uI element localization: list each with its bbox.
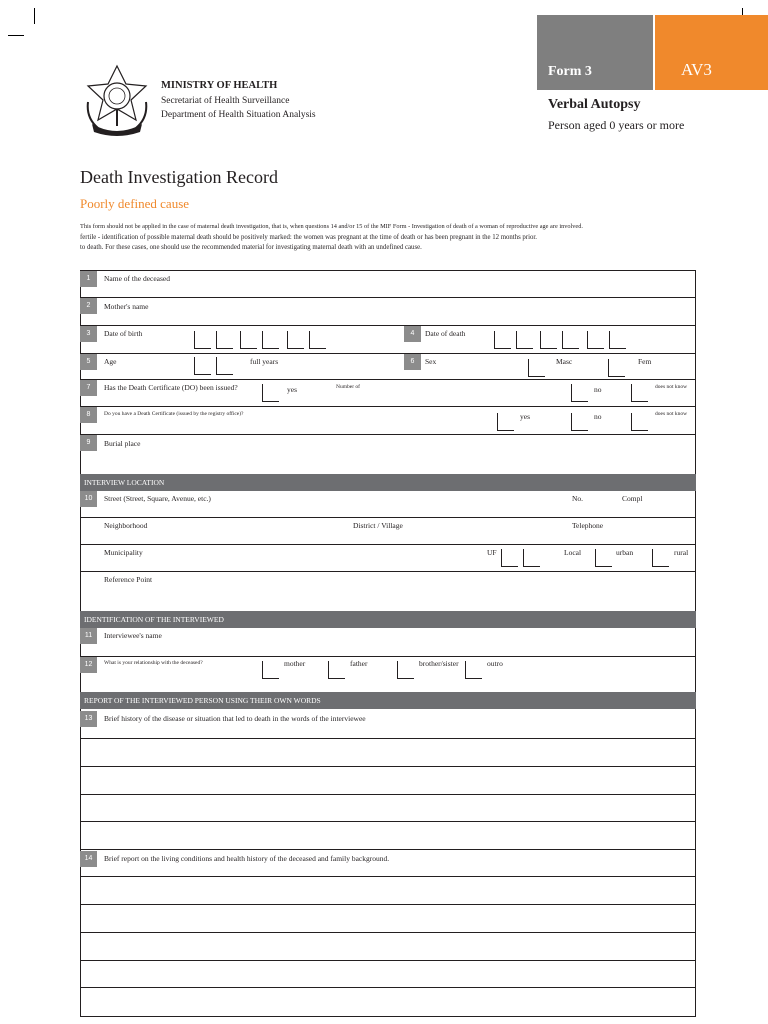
neighborhood-label: Neighborhood: [104, 521, 148, 530]
relationship-other-label: outro: [487, 659, 503, 668]
date-of-death-digit[interactable]: [587, 331, 604, 349]
death-certificate-no-checkbox[interactable]: [571, 384, 588, 402]
registry-certificate-dk-checkbox[interactable]: [631, 413, 648, 431]
date-of-birth-digit[interactable]: [216, 331, 233, 349]
relationship-sibling-checkbox[interactable]: [397, 661, 414, 679]
age-label: Age: [104, 357, 117, 366]
registry-certificate-yes-label: yes: [520, 412, 530, 421]
disease-history-field[interactable]: [82, 726, 694, 846]
form-subtitle: Person aged 0 years or more: [548, 118, 685, 132]
registry-certificate-no-label: no: [594, 412, 602, 421]
form-label: Form 3: [548, 64, 592, 79]
death-certificate-yes-checkbox[interactable]: [262, 384, 279, 402]
question-number: 11: [80, 628, 97, 644]
question-number: 14: [80, 851, 97, 867]
mother-name-field[interactable]: [100, 310, 690, 322]
section-report: REPORT OF THE INTERVIEWED PERSON USING THEIR OWN WORDS: [80, 692, 696, 709]
question-number: 7: [80, 380, 97, 396]
mother-name-label: Mother's name: [104, 302, 149, 311]
crop-mark: [34, 8, 35, 24]
question-number: 4: [404, 326, 421, 342]
sex-masc-label: Masc: [556, 357, 573, 366]
row-divider: [80, 406, 696, 407]
burial-place-label: Burial place: [104, 439, 141, 448]
form-code-box: [655, 15, 768, 90]
registry-certificate-no-checkbox[interactable]: [571, 413, 588, 431]
row-divider: [80, 325, 696, 326]
date-of-death-digit[interactable]: [609, 331, 626, 349]
relationship-other-checkbox[interactable]: [465, 661, 482, 679]
street-number-label: No.: [572, 494, 584, 503]
coat-of-arms-emblem: [80, 62, 154, 138]
date-of-birth-digit[interactable]: [240, 331, 257, 349]
row-divider: [80, 297, 696, 298]
rural-label: rural: [674, 548, 689, 557]
page-subtitle: Poorly defined cause: [80, 196, 190, 211]
form-number-box: [537, 15, 653, 90]
question-number: 1: [80, 271, 97, 287]
living-conditions-field[interactable]: [82, 866, 694, 1014]
row-divider: [80, 517, 696, 518]
date-of-birth-label: Date of birth: [104, 329, 143, 338]
interviewee-name-label: Interviewee's name: [104, 631, 162, 640]
relationship-father-checkbox[interactable]: [328, 661, 345, 679]
date-of-birth-digit[interactable]: [194, 331, 211, 349]
urban-label: urban: [616, 548, 634, 557]
date-of-birth-digit[interactable]: [287, 331, 304, 349]
registry-certificate-label: Do you have a Death Certificate (issued by the registry office)?: [104, 411, 244, 417]
crop-mark: [8, 35, 24, 36]
date-of-death-digit[interactable]: [540, 331, 557, 349]
death-certificate-yes-label: yes: [287, 385, 297, 394]
ministry-department: Department of Health Situation Analysis: [161, 110, 316, 120]
intro-line-3: to death. For these cases, one should use the recommended material for investigating maternal death with an undefined cause.: [80, 244, 422, 251]
uf-letter[interactable]: [523, 549, 540, 567]
question-number: 8: [80, 407, 97, 423]
ministry-name: MINISTRY OF HEALTH: [161, 80, 278, 91]
question-number: 6: [404, 354, 421, 370]
question-number: 9: [80, 435, 97, 451]
page-title: Death Investigation Record: [80, 167, 278, 187]
death-certificate-label: Has the Death Certificate (DO) been issued?: [104, 383, 238, 392]
question-number: 10: [80, 491, 97, 507]
deceased-name-field[interactable]: [100, 283, 690, 295]
rural-checkbox[interactable]: [652, 549, 669, 567]
section-identification: IDENTIFICATION OF THE INTERVIEWED: [80, 611, 696, 628]
writing-line: [80, 849, 696, 850]
death-certificate-dk-label: does not know: [655, 384, 688, 390]
question-number: 13: [80, 711, 97, 727]
question-number: 12: [80, 657, 97, 673]
row-divider: [80, 434, 696, 435]
death-certificate-number-label: Number of: [336, 384, 360, 390]
row-divider: [80, 379, 696, 380]
local-label: Local: [564, 548, 582, 557]
question-number: 2: [80, 298, 97, 314]
intro-line-2: fertile - identification of possible maternal death should be positively marked: the women was pregnant at the time of death or has been pregnant in the 12 months prior.: [80, 234, 537, 241]
uf-letter[interactable]: [501, 549, 518, 567]
complement-label: Compl: [622, 494, 643, 503]
form-title: Verbal Autopsy: [548, 97, 641, 112]
date-of-death-label: Date of death: [425, 329, 466, 338]
ministry-secretariat: Secretariat of Health Surveillance: [161, 96, 290, 106]
deceased-name-label: Name of the deceased: [104, 274, 171, 283]
relationship-father-label: father: [350, 659, 368, 668]
sex-masc-checkbox[interactable]: [528, 359, 545, 377]
death-certificate-dk-checkbox[interactable]: [631, 384, 648, 402]
question-number: 5: [80, 354, 97, 370]
section-interview-location: INTERVIEW LOCATION: [80, 474, 696, 491]
reference-point-label: Reference Point: [104, 575, 153, 584]
intro-line-1: This form should not be applied in the case of maternal death investigation, that is, when questions 14 and/or 15 of the MIF Form - Investigation of death of a woman of reproductive age are involved.: [80, 223, 583, 230]
sex-label: Sex: [425, 357, 437, 366]
date-of-death-digit[interactable]: [516, 331, 533, 349]
age-digit[interactable]: [194, 357, 211, 375]
registry-certificate-dk-label: does not know: [655, 411, 688, 417]
row-divider: [80, 544, 696, 545]
registry-certificate-yes-checkbox[interactable]: [497, 413, 514, 431]
question-number: 3: [80, 326, 97, 342]
interviewee-name-field[interactable]: [100, 641, 690, 653]
form-code: AV3: [681, 60, 712, 79]
date-of-birth-digit[interactable]: [262, 331, 279, 349]
district-label: District / Village: [353, 521, 403, 530]
relationship-label: What is your relationship with the deceased?: [104, 660, 203, 666]
date-of-death-digit[interactable]: [494, 331, 511, 349]
municipality-label: Municipality: [104, 548, 143, 557]
relationship-mother-checkbox[interactable]: [262, 661, 279, 679]
street-label: Street (Street, Square, Avenue, etc.): [104, 494, 211, 503]
age-digit[interactable]: [216, 357, 233, 375]
telephone-label: Telephone: [572, 521, 604, 530]
age-unit-label: full years: [250, 357, 279, 366]
disease-history-label: Brief history of the disease or situation that led to death in the words of the interviewee: [104, 714, 366, 723]
sex-fem-checkbox[interactable]: [608, 359, 625, 377]
relationship-mother-label: mother: [284, 659, 306, 668]
row-divider: [80, 571, 696, 572]
sex-fem-label: Fem: [638, 357, 652, 366]
living-conditions-label: Brief report on the living conditions and health history of the deceased and family background.: [104, 854, 390, 863]
row-divider: [80, 656, 696, 657]
relationship-sibling-label: brother/sister: [419, 659, 459, 668]
death-certificate-no-label: no: [594, 385, 602, 394]
burial-place-field[interactable]: [100, 450, 690, 470]
uf-label: UF: [487, 548, 497, 557]
date-of-birth-digit[interactable]: [309, 331, 326, 349]
date-of-death-digit[interactable]: [562, 331, 579, 349]
urban-checkbox[interactable]: [595, 549, 612, 567]
row-divider: [80, 353, 696, 354]
